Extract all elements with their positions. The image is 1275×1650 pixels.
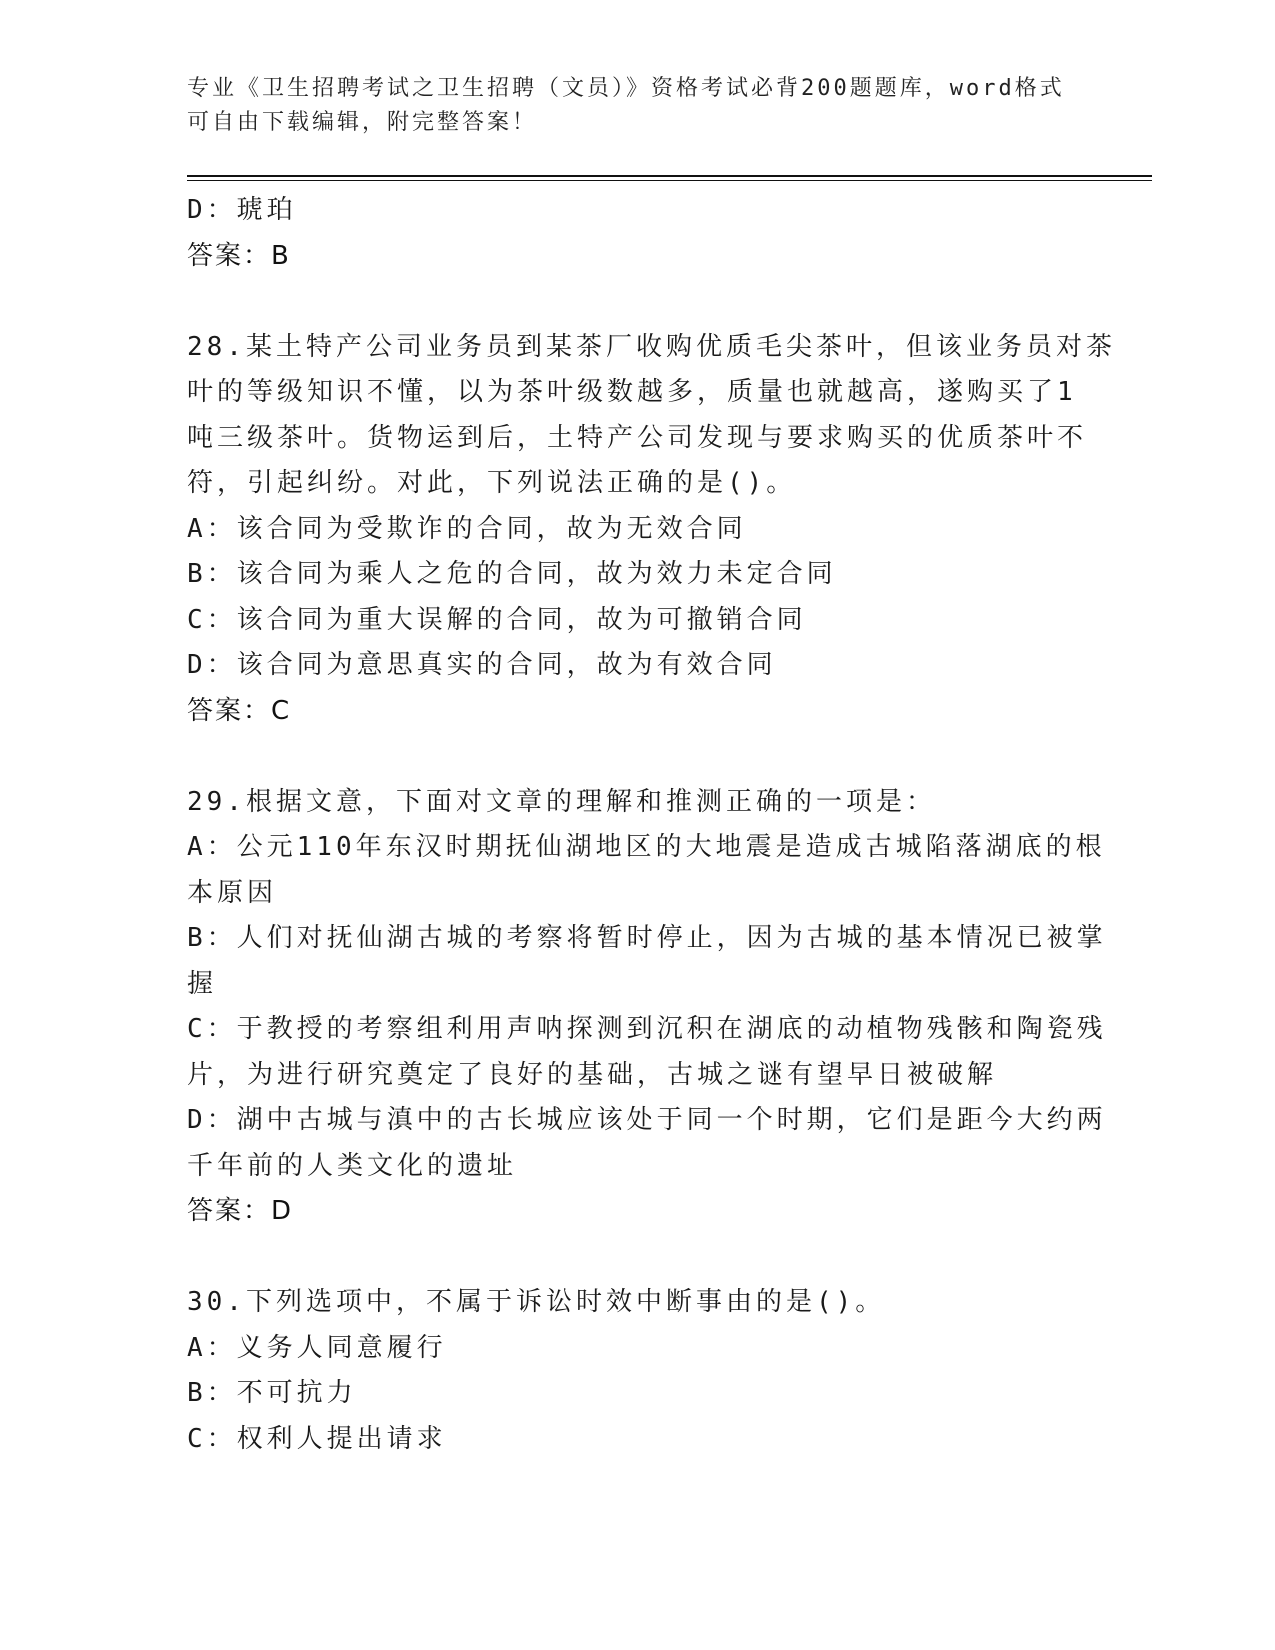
question-28 bbox=[187, 325, 1116, 735]
option-a: A：该合同为受欺诈的合同，故为无效合同 bbox=[187, 513, 747, 544]
option-c: C：权利人提出请求 bbox=[187, 1423, 447, 1454]
spacer bbox=[187, 1235, 1087, 1281]
option-b-continued: 握 bbox=[187, 968, 218, 999]
question-stem-line: 叶的等级知识不懂，以为茶叶级数越多，质量也就越高，遂购买了1 bbox=[187, 377, 1077, 407]
option-b: B：人们对抚仙湖古城的考察将暂时停止，因为古城的基本情况已被掌 bbox=[187, 923, 1107, 953]
header-divider-thick bbox=[187, 175, 1152, 177]
spacer bbox=[187, 734, 1087, 780]
option-a: A：义务人同意履行 bbox=[187, 1332, 447, 1363]
option-c: C：该合同为重大误解的合同，故为可撤销合同 bbox=[187, 604, 807, 635]
question-stem-line: 吨三级茶叶。货物运到后，土特产公司发现与要求购买的优质茶叶不 bbox=[187, 422, 1088, 453]
option-b: B：不可抗力 bbox=[187, 1378, 357, 1408]
question-content bbox=[187, 188, 1116, 1462]
option-a: A：公元110年东汉时期抚仙湖地区的大地震是造成古城陷落湖底的根 bbox=[187, 832, 1106, 862]
spacer bbox=[187, 279, 1087, 325]
question-30 bbox=[187, 1280, 1087, 1462]
header-divider-thin bbox=[187, 180, 1152, 181]
answer-line: 答案：D bbox=[187, 1196, 294, 1226]
question-29 bbox=[187, 780, 1107, 1235]
question-stem-line: 29.根据文意，下面对文章的理解和推测正确的一项是： bbox=[187, 786, 936, 817]
header-line-1: 专业《卫生招聘考试之卫生招聘（文员）》资格考试必背200题题库，word格式 bbox=[187, 76, 1065, 101]
question-stem-line: 符，引起纠纷。对此，下列说法正确的是()。 bbox=[187, 468, 797, 498]
option-d: D：湖中古城与滇中的古长城应该处于同一个时期，它们是距今大约两 bbox=[187, 1105, 1107, 1135]
page-header bbox=[187, 72, 1087, 140]
answer-line: 答案：B bbox=[187, 240, 291, 271]
option-d-continued: 千年前的人类文化的遗址 bbox=[187, 1150, 518, 1181]
option-c: C：于教授的考察组利用声呐探测到沉积在湖底的动植物残骸和陶瓷残 bbox=[187, 1014, 1107, 1044]
option-d: D：该合同为意思真实的合同，故为有效合同 bbox=[187, 650, 777, 680]
question-27-tail bbox=[187, 188, 1087, 279]
option-d: D：琥珀 bbox=[187, 195, 297, 225]
option-c-continued: 片，为进行研究奠定了良好的基础，古城之谜有望早日被破解 bbox=[187, 1059, 998, 1090]
question-stem-line: 30.下列选项中，不属于诉讼时效中断事由的是()。 bbox=[187, 1287, 886, 1317]
question-stem-line: 28.某土特产公司业务员到某茶厂收购优质毛尖茶叶，但该业务员对茶 bbox=[187, 331, 1116, 362]
answer-line: 答案：C bbox=[187, 695, 292, 726]
option-b: B：该合同为乘人之危的合同，故为效力未定合同 bbox=[187, 559, 837, 589]
option-a-continued: 本原因 bbox=[187, 877, 278, 908]
header-line-2: 可自由下载编辑，附完整答案！ bbox=[187, 110, 538, 135]
